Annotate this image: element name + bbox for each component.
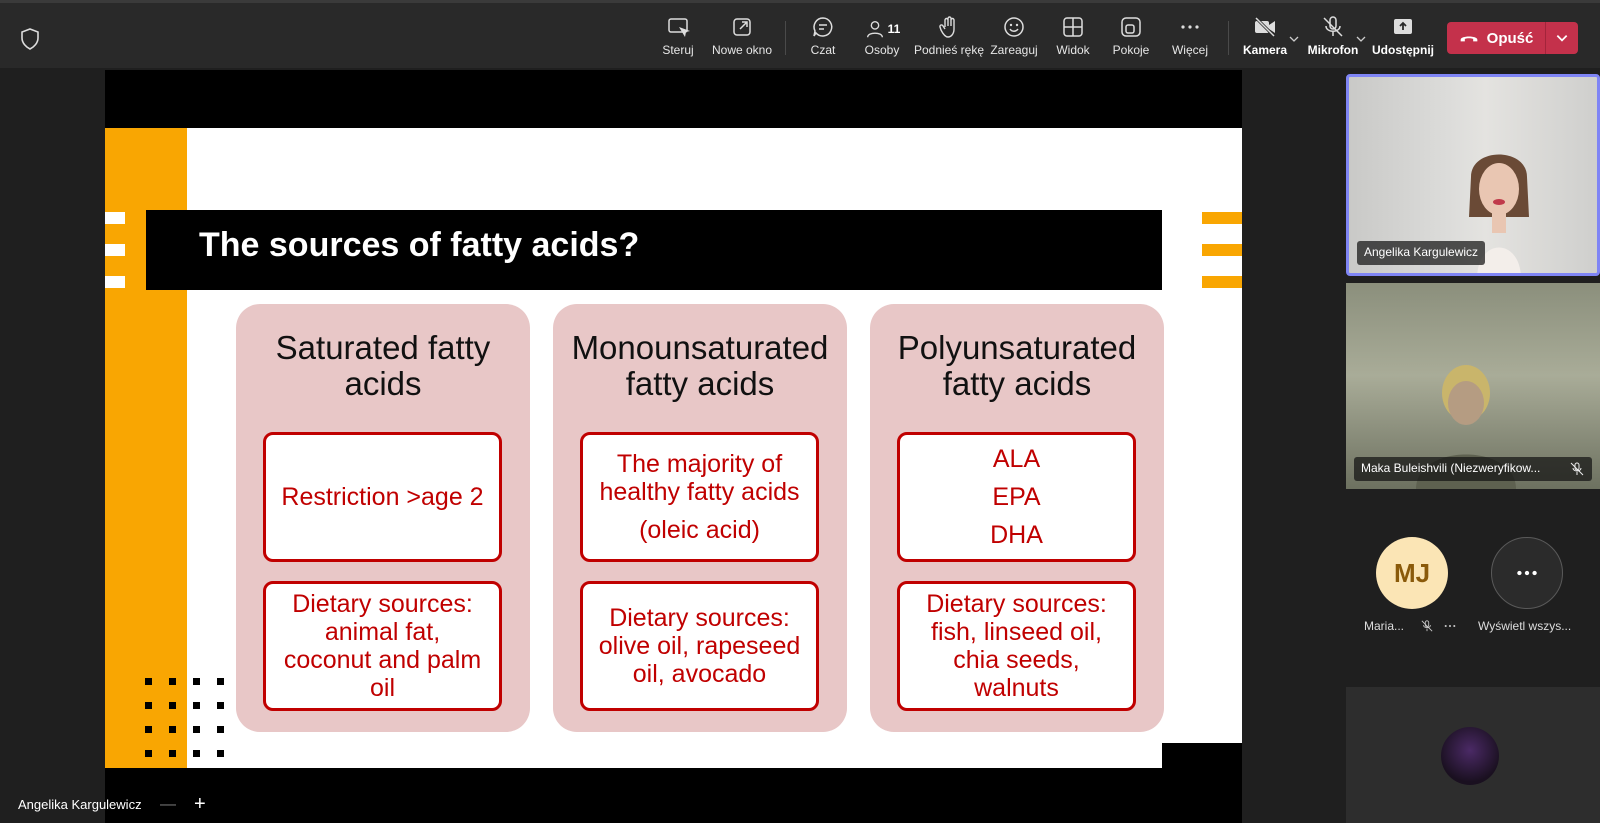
- people-button[interactable]: [862, 15, 902, 65]
- mic-off-icon: [1570, 462, 1584, 476]
- toolbar-divider: [785, 21, 786, 55]
- card-title: Monounsaturated fatty acids: [571, 329, 829, 402]
- box-text: DHA: [990, 521, 1043, 549]
- control-label: Steruj: [662, 43, 694, 57]
- raise-hand-button[interactable]: [914, 15, 984, 65]
- view-label: Widok: [1056, 43, 1090, 57]
- share-icon: [1391, 15, 1415, 39]
- box-text: The majority of: [616, 450, 783, 478]
- leave-button[interactable]: [1447, 22, 1545, 54]
- participant-avatar-label: [1364, 619, 1457, 633]
- participant-more-icon[interactable]: [1443, 620, 1457, 632]
- camera-off-icon: [1253, 15, 1277, 39]
- slide-decoration: [105, 244, 125, 256]
- monounsaturated-card: [553, 304, 847, 732]
- camera-options-chevron-icon[interactable]: [1288, 33, 1300, 45]
- more-label: Więcej: [1171, 43, 1208, 57]
- control-button[interactable]: [660, 15, 696, 65]
- toolbar-divider: [1228, 21, 1229, 55]
- slide-title: The sources of fatty acids?: [199, 226, 640, 264]
- dot-pattern-decoration: [145, 678, 235, 768]
- more-icon: [1178, 15, 1202, 39]
- participant-name: Maka Buleishvili (Niezweryfikow...: [1361, 461, 1541, 475]
- microphone-button[interactable]: [1308, 15, 1358, 65]
- camera-label: Kamera: [1242, 43, 1288, 57]
- pop-out-icon: [730, 15, 754, 39]
- share-label: Udostępnij: [1372, 43, 1434, 57]
- microphone-options-chevron-icon[interactable]: [1355, 33, 1367, 45]
- participant-name-tag: [1354, 457, 1592, 481]
- react-icon: [1002, 15, 1026, 39]
- chat-icon: [811, 15, 835, 39]
- react-label: Zareaguj: [990, 43, 1038, 57]
- box-text: Dietary sources:: [292, 590, 473, 618]
- more-icon: [1514, 560, 1540, 586]
- people-count: 11: [887, 22, 901, 36]
- slide-decoration: [1202, 276, 1242, 288]
- presenter-name: Angelika Kargulewicz: [18, 797, 142, 812]
- hang-up-icon: [1459, 28, 1479, 48]
- rooms-label: Pokoje: [1112, 43, 1150, 57]
- meeting-toolbar: [0, 0, 1600, 68]
- shield-icon[interactable]: [20, 28, 40, 50]
- slide-decoration: [105, 212, 125, 224]
- show-all-participants-button[interactable]: [1491, 537, 1563, 609]
- participant-avatar[interactable]: MJ: [1376, 537, 1448, 609]
- control-icon: [666, 15, 690, 39]
- show-all-label: Wyświetl wszys...: [1478, 619, 1572, 633]
- card-info-box: [263, 432, 502, 562]
- raise-hand-label: Podnieś rękę: [913, 43, 985, 57]
- new-window-button[interactable]: [712, 15, 772, 65]
- box-text: healthy fatty acids: [599, 478, 800, 506]
- chevron-down-icon: [1555, 31, 1569, 45]
- card-title: Saturated fatty acids: [275, 329, 491, 402]
- slide-decoration: [1202, 244, 1242, 256]
- box-text: oil: [369, 674, 395, 702]
- box-text: walnuts: [974, 674, 1059, 702]
- participant-video-tile[interactable]: [1346, 283, 1600, 489]
- slide-decoration: [1202, 212, 1242, 224]
- card-info-box: [580, 432, 819, 562]
- participant-video-tile[interactable]: [1346, 74, 1600, 276]
- slide-title-band: [146, 210, 1162, 290]
- mic-off-icon: [1321, 15, 1345, 39]
- react-button[interactable]: [990, 15, 1038, 65]
- box-text: animal fat,: [324, 618, 441, 646]
- box-text: EPA: [992, 483, 1041, 511]
- dietary-sources-box: [897, 581, 1136, 711]
- dietary-sources-box: [580, 581, 819, 711]
- view-button[interactable]: [1055, 15, 1091, 65]
- box-text: olive oil, rapeseed: [598, 632, 801, 660]
- leave-label: Opuść: [1486, 29, 1534, 47]
- participant-name-tag: Angelika Kargulewicz: [1357, 241, 1485, 265]
- mic-off-icon: [1421, 620, 1433, 632]
- chat-button[interactable]: [808, 15, 838, 65]
- zoom-out-button[interactable]: —: [160, 796, 176, 813]
- leave-button-group: [1447, 22, 1578, 54]
- slide-decoration: [105, 276, 125, 288]
- box-text: (oleic acid): [639, 516, 760, 544]
- box-text: Dietary sources:: [926, 590, 1107, 618]
- self-avatar: [1441, 727, 1499, 785]
- participant-name: Maria...: [1364, 619, 1405, 633]
- rooms-button[interactable]: [1112, 15, 1150, 65]
- box-text: fish, linseed oil,: [931, 618, 1102, 646]
- microphone-label: Mikrofon: [1307, 43, 1359, 57]
- share-button[interactable]: [1374, 15, 1432, 65]
- people-icon: [864, 17, 886, 41]
- box-text: Dietary sources:: [609, 604, 790, 632]
- rooms-icon: [1119, 15, 1143, 39]
- slide-decoration: [1162, 743, 1242, 823]
- camera-button[interactable]: [1244, 15, 1286, 65]
- leave-options-button[interactable]: [1546, 22, 1578, 54]
- raise-hand-icon: [937, 15, 961, 39]
- card-title: Polyunsaturated fatty acids: [897, 329, 1137, 402]
- box-text: oil, avocado: [632, 660, 767, 688]
- new-window-label: Nowe okno: [711, 43, 773, 57]
- polyunsaturated-card: [870, 304, 1164, 732]
- box-text: Restriction >age 2: [281, 483, 484, 511]
- zoom-in-button[interactable]: +: [194, 793, 206, 815]
- box-text: chia seeds,: [953, 646, 1080, 674]
- shared-content-stage: [105, 70, 1242, 823]
- box-text: ALA: [992, 445, 1041, 473]
- chat-label: Czat: [810, 43, 836, 57]
- more-button[interactable]: [1170, 15, 1210, 65]
- dietary-sources-box: [263, 581, 502, 711]
- view-icon: [1061, 15, 1085, 39]
- box-text: coconut and palm: [283, 646, 482, 674]
- card-info-box: [897, 432, 1136, 562]
- saturated-card: [236, 304, 530, 732]
- people-label: Osoby: [864, 43, 900, 57]
- presentation-slide: [105, 128, 1242, 768]
